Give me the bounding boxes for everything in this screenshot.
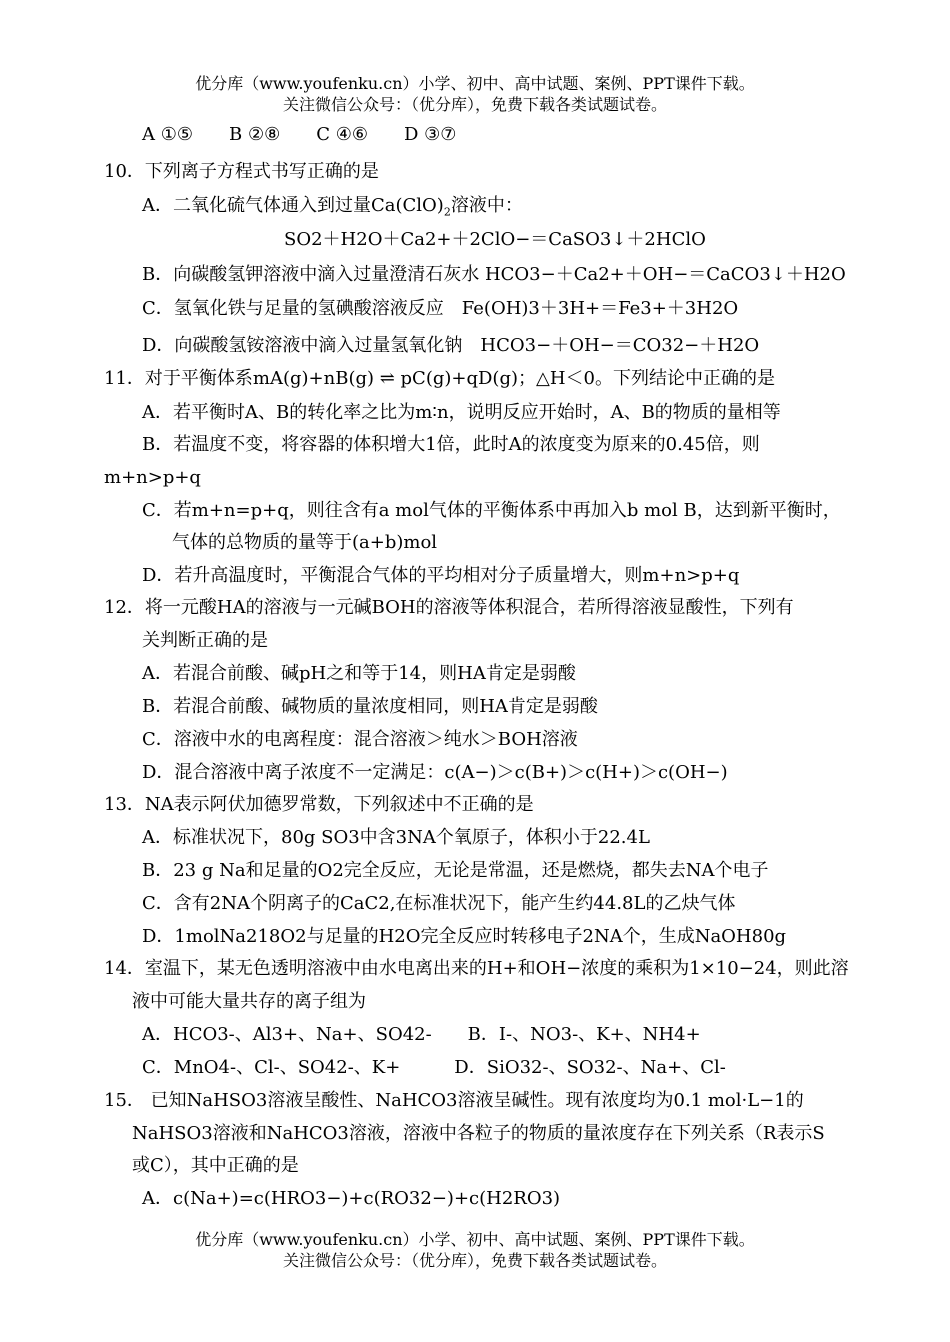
q11-option-c-line1: C．若m+n=p+q，则往含有a mol气体的平衡体系中再加入b mol B，达到新平衡时， xyxy=(142,500,841,521)
q12-option-c: C．溶液中水的电离程度：混合溶液＞纯水＞BOH溶液 xyxy=(142,729,578,750)
q14-options-cd: C．MnO4-、Cl-、SO42-、K+ D．SiO32-、SO32-、Na+、Cl- xyxy=(142,1057,726,1078)
q13-option-b: B．23 g Na和足量的O2完全反应，无论是常温，还是燃烧，都失去NA个电子 xyxy=(142,860,769,881)
footer-line-1: 优分库（www.youfenku.cn）小学、初中、高中试题、案例、PPT课件下载。 xyxy=(195,1230,755,1249)
q12-stem-line2: 关判断正确的是 xyxy=(142,630,268,651)
q11-option-c-line2: 气体的总物质的量等于(a+b)mol xyxy=(172,532,438,553)
q15-stem-line2: NaHSO3溶液和NaHCO3溶液，溶液中各粒子的物质的量浓度存在下列关系（R表示S xyxy=(132,1123,825,1144)
q14-options-ab: A．HCO3-、Al3+、Na+、SO42- B．I-、NO3-、K+、NH4+ xyxy=(142,1024,701,1045)
q11-option-a: A．若平衡时A、B的转化率之比为m∶n，说明反应开始时，A、B的物质的量相等 xyxy=(142,402,781,423)
q15-stem-line1: 15． 已知NaHSO3溶液呈酸性、NaHCO3溶液呈碱性。现有浓度均为0.1 mol·L−1的 xyxy=(104,1090,804,1111)
q13-option-a: A．标准状况下，80g SO3中含3NA个氧原子，体积小于22.4L xyxy=(142,827,650,848)
q14-stem-line1: 14．室温下，某无色透明溶液中由水电离出来的H+和OH−浓度的乘积为1×10−24，则此溶 xyxy=(104,958,849,979)
q12-stem-line1: 12．将一元酸HA的溶液与一元碱BOH的溶液等体积混合，若所得溶液显酸性，下列有 xyxy=(104,597,794,618)
q12-option-b: B．若混合前酸、碱物质的量浓度相同，则HA肯定是弱酸 xyxy=(142,696,598,717)
q11-option-b-line1: B．若温度不变，将容器的体积增大1倍，此时A的浓度变为原来的0.45倍，则 xyxy=(142,434,760,455)
q12-option-a: A．若混合前酸、碱pH之和等于14，则HA肯定是弱酸 xyxy=(142,663,576,684)
q13-option-d: D．1molNa218O2与足量的H2O完全反应时转移电子2NA个，生成NaOH80g xyxy=(142,926,787,947)
q15-stem-line3: 或C），其中正确的是 xyxy=(132,1155,299,1176)
q10-option-a-equation: SO2＋H2O＋Ca2+＋2ClO−＝CaSO3↓＋2HClO xyxy=(284,229,706,250)
footer-line-2: 关注微信公众号：（优分库），免费下载各类试题试卷。 xyxy=(282,1251,667,1270)
q10-stem: 10．下列离子方程式书写正确的是 xyxy=(104,161,379,182)
q9-options: A ①⑤ B ②⑧ C ④⑥ D ③⑦ xyxy=(142,124,457,145)
q10-option-a: A．二氧化硫气体通入到过量$Ca(ClO)_2$溶液中： xyxy=(142,195,523,219)
header-line-2: 关注微信公众号：（优分库），免费下载各类试题试卷。 xyxy=(282,95,667,114)
q11-option-b-line2: m+n>p+q xyxy=(104,467,201,488)
q13-option-c: C．含有2NA个阴离子的CaC2,在标准状况下，能产生约44.8L的乙炔气体 xyxy=(142,893,736,914)
q15-option-a: A．c(Na+)=c(HRO3−)+c(RO32−)+c(H2RO3) xyxy=(142,1188,561,1209)
q14-stem-line2: 液中可能大量共存的离子组为 xyxy=(132,991,366,1012)
q10-option-c: C．氢氧化铁与足量的氢碘酸溶液反应 Fe(OH)3＋3H+＝Fe3+＋3H2O xyxy=(142,298,739,319)
header-line-1: 优分库（www.youfenku.cn）小学、初中、高中试题、案例、PPT课件下载。 xyxy=(195,74,755,93)
q10-option-d: D．向碳酸氢铵溶液中滴入过量氢氧化钠 HCO3−＋OH−＝CO32−＋H2O xyxy=(142,335,760,356)
q13-stem: 13．NA表示阿伏加德罗常数，下列叙述中不正确的是 xyxy=(104,794,534,815)
q11-option-d: D．若升高温度时，平衡混合气体的平均相对分子质量增大，则m+n>p+q xyxy=(142,565,740,586)
q10-option-b: B．向碳酸氢钾溶液中滴入过量澄清石灰水 HCO3−＋Ca2+＋OH−＝CaCO3↓＋H2O xyxy=(142,264,846,285)
q12-option-d: D．混合溶液中离子浓度不一定满足：c(A−)＞c(B+)＞c(H+)＞c(OH−) xyxy=(142,762,728,783)
q11-stem: 11．对于平衡体系mA(g)+nB(g) ⇌ pC(g)+qD(g)；△H＜0。下列结论中正确的是 xyxy=(104,368,775,389)
